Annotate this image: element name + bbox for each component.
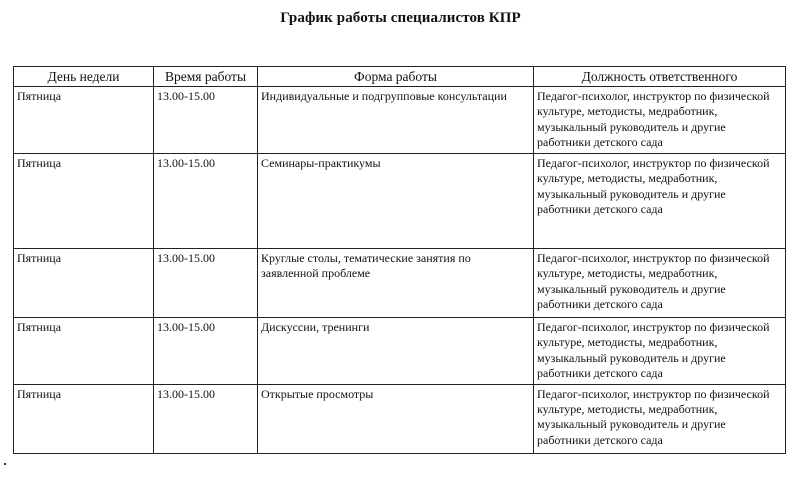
cell-time: 13.00-15.00 xyxy=(154,384,258,453)
cell-day: Пятница xyxy=(14,87,154,154)
header-day: День недели xyxy=(14,67,154,87)
header-form: Форма работы xyxy=(258,67,534,87)
cell-time: 13.00-15.00 xyxy=(154,87,258,154)
table-row xyxy=(14,87,786,154)
table-header-row xyxy=(14,67,786,87)
cell-responsible: Педагог-психолог, инструктор по физической культуре, методисты, медработник, музыкальный руководитель и другие работники детского сада xyxy=(534,154,786,249)
cell-day: Пятница xyxy=(14,384,154,453)
scan-speck xyxy=(4,463,6,465)
cell-form: Круглые столы, тематические занятия по заявленной проблеме xyxy=(258,249,534,318)
cell-form: Семинары-практикумы xyxy=(258,154,534,249)
cell-responsible: Педагог-психолог, инструктор по физической культуре, методисты, медработник, музыкальный руководитель и другие работники детского сада xyxy=(534,318,786,385)
cell-day: Пятница xyxy=(14,249,154,318)
table-row xyxy=(14,249,786,318)
cell-responsible: Педагог-психолог, инструктор по физической культуре, методисты, медработник, музыкальный руководитель и другие работники детского сада xyxy=(534,384,786,453)
cell-form: Индивидуальные и подгрупповые консультации xyxy=(258,87,534,154)
cell-time: 13.00-15.00 xyxy=(154,249,258,318)
header-responsible: Должность ответственного xyxy=(534,67,786,87)
table-row xyxy=(14,384,786,453)
schedule-table xyxy=(13,66,786,454)
cell-form: Дискуссии, тренинги xyxy=(258,318,534,385)
cell-form: Открытые просмотры xyxy=(258,384,534,453)
page-title: График работы специалистов КПР xyxy=(280,10,521,26)
cell-responsible: Педагог-психолог, инструктор по физической культуре, методисты, медработник, музыкальный руководитель и другие работники детского сада xyxy=(534,87,786,154)
cell-responsible: Педагог-психолог, инструктор по физической культуре, методисты, медработник, музыкальный руководитель и другие работники детского сада xyxy=(534,249,786,318)
table-row xyxy=(14,318,786,385)
header-time: Время работы xyxy=(154,67,258,87)
table-row xyxy=(14,154,786,249)
cell-time: 13.00-15.00 xyxy=(154,318,258,385)
cell-day: Пятница xyxy=(14,154,154,249)
cell-time: 13.00-15.00 xyxy=(154,154,258,249)
cell-day: Пятница xyxy=(14,318,154,385)
